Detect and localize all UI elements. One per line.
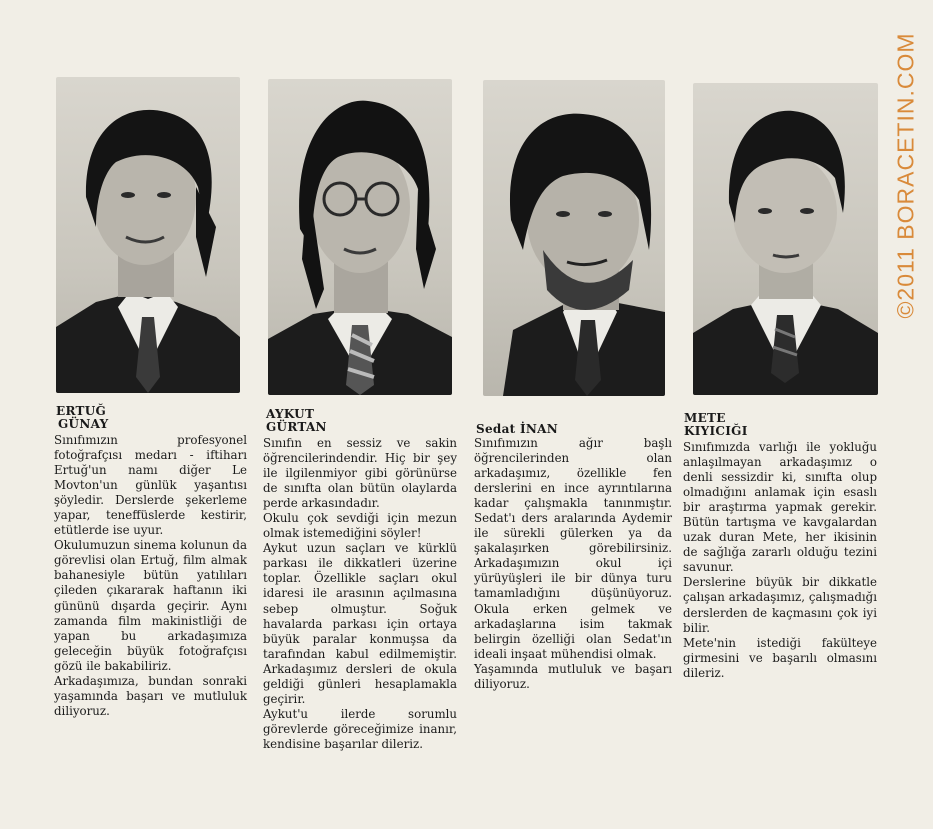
paragraph: Arkadaşımıza, bundan sonraki yaşamında başarı ve mutluluk diliyoruz. [54, 673, 247, 718]
watermark [884, 10, 928, 340]
person-name [56, 405, 240, 431]
portrait-illustration [268, 79, 452, 395]
paragraph: Mete'nin istediği fakülteye girmesini ve başarılı olmasını dileriz. [683, 635, 877, 680]
profile-text [263, 436, 457, 752]
portrait-photo [483, 80, 665, 396]
portrait-photo [268, 79, 452, 395]
paragraph: Derslerine büyük bir dikkatle çalışan arkadaşımız, çalışmadığı derslerden de kaçmasını çok iyi bilir. [683, 575, 877, 635]
name-line-2: GÜNAY [58, 417, 109, 431]
paragraph: Sınıfın en sessiz ve sakin öğrencilerindendir. Hiç bir şey ile ilgilenmiyor gibi görünürse de sınıfta olan bütün olaylarda perde arkasındadır. [263, 436, 457, 511]
watermark-text: ©2011 BORACETIN.COM [892, 31, 919, 319]
name-line-2: KIYICIĞI [684, 424, 748, 438]
paragraph: Aykut uzun saçları ve kürklü parkası ile dikkatleri üzerine toplar. Özellikle saçları okul idaresi ile arasının açılmasına sebep olmuştur. Soğuk havalarda parkası için ortaya büyük paralar konmuşsa da tarafından kabul edilmemiştir. Arkadaşımız dersleri de okula geldiği günleri hesaplamakla geçirir. [263, 541, 457, 706]
paragraph: Sınıfımızın profesyonel fotoğrafçısı medarı - iftiharı Ertuğ'un namı diğer Le Movton'un günlük yaşantısı şöyledir. Derslerde şekerleme yapar, teneffüslerde kestirir, etütlerde ise uyur. [54, 433, 247, 538]
portrait-photo [56, 77, 240, 393]
paragraph: Sınıfımızın ağır başlı öğrencilerinden olan arkadaşımız, özellikle fen derslerini en ince ayrıntılarına kadar çalışmakla tanınmıştır. Sedat'ı ders aralarında Aydemir ile sürekli gülerken ya da şakalaşırken görebilirsiniz. Arkadaşımızın okul içi yürüyüşleri ile bir dünya turu tamamladığını düşünüyoruz. Okula erken gelmek ve arkadaşlarına isim takmak belirgin özelliği olan Sedat'ın ideali inşaat mühendisi olmak. [474, 436, 672, 661]
paragraph: Okulumuzun sinema kolunun da görevlisi olan Ertuğ, film almak bahanesiyle bütün yatılıları çileden çıkararak haftanın iki gününü dışarda geçirir. Aynı zamanda film makinistliği de yapan bu arkadaşımıza geleceğin büyük fotoğrafçısı gözü ile bakabiliriz. [54, 538, 247, 673]
profile-text [474, 436, 672, 692]
name-line-2: GÜRTAN [266, 420, 327, 434]
paragraph: Okulu çok sevdiği için mezun olmak istemediğini söyler! [263, 511, 457, 541]
person-name [266, 408, 450, 434]
name-line-1: AYKUT [266, 407, 315, 421]
profile-text [54, 433, 247, 719]
paragraph: Aykut'u ilerde sorumlu görevlerde göreceğimize inanır, kendisine başarılar dileriz. [263, 706, 457, 751]
name-line-1: METE [684, 411, 726, 425]
name-line-1: ERTUĞ [56, 404, 107, 418]
portrait-illustration [56, 77, 240, 393]
person-name [476, 423, 666, 436]
portrait-illustration [483, 80, 665, 396]
paragraph: Yaşamında mutluluk ve başarı diliyoruz. [474, 661, 672, 691]
portrait-illustration [693, 83, 878, 395]
profile-text [683, 440, 877, 681]
portrait-photo [693, 83, 878, 395]
name-line-1: Sedat İNAN [476, 422, 559, 436]
paragraph: Sınıfımızda varlığı ile yokluğu anlaşılmayan arkadaşımız o denli sessizdir ki, sınıfta olup olmadığını anlamak için esaslı bir araştırma yapmak gerekir. Bütün tartışma ve kavgalardan uzak duran Mete, her ikisinin de sağlığa zararlı olduğu tezini savunur. [683, 440, 877, 575]
person-name [684, 412, 874, 438]
